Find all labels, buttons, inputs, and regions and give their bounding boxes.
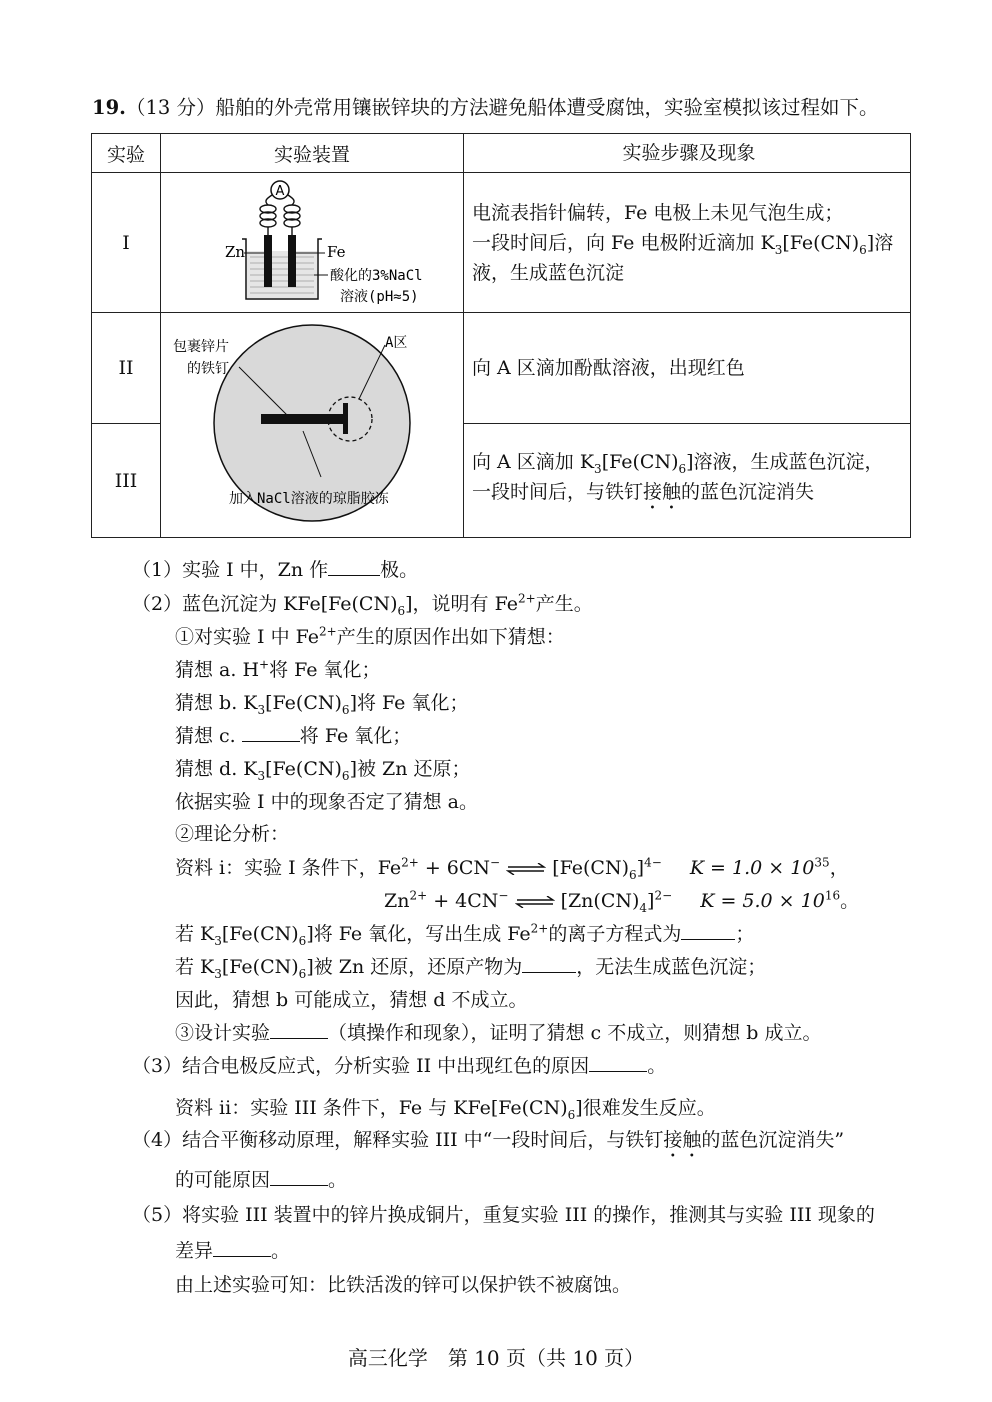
table-header-row [92,134,911,173]
answer-blank[interactable] [589,1051,647,1072]
question-text: 船舶的外壳常用镶嵌锌块的方法避免船体遭受腐蚀，实验室模拟该过程如下。 [215,96,879,119]
zone-a-label: A区 [385,335,408,351]
part-5-cont: 差异 。 [175,1236,290,1266]
steps-2-line1: 向 A 区滴加酚酞溶液，出现红色 [472,357,745,379]
fe-label: Fe [327,242,346,261]
table-row [92,313,911,424]
header-experiment: 实验 [92,134,161,173]
steps-cell-1 [464,173,911,313]
header-device: 实验装置 [161,134,464,173]
part-2: （2）蓝色沉淀为 $KFe[Fe(CN)_6]$，说明有 $Fe^{2+}$产生。 [132,591,593,618]
galvanic-cell-diagram [182,177,442,309]
part-2-2: ②理论分析： [175,823,290,845]
steps-1-line1: 电流表指针偏转，Fe 电极上未见气泡生成； [472,201,844,224]
ammeter-label: A [275,183,285,199]
therefore-line: 因此，猜想 b 可能成立，猜想 d 不成立。 [175,989,528,1011]
part-1: （1）实验 I 中，Zn 作 极。 [132,555,418,585]
steps-1-line3: 液，生成蓝色沉淀 [472,261,625,284]
guess-a: 猜想 a. H+将 Fe 氧化； [175,657,381,681]
steps-1-line2: 一段时间后，向 Fe 电极附近滴加 $K_3[Fe(CN)_6]$溶 [472,231,894,257]
if-reduce: 若 $K_3[Fe(CN)_6]$被 Zn 还原，还原产物为 ，无法生成蓝色沉淀； [175,952,766,982]
guess-d: 猜想 d. $K_3[Fe(CN)_6]$被 Zn 还原； [175,758,471,783]
steps-3-line2: 一段时间后，与铁钉接触的蓝色沉淀消失 [472,481,815,503]
zn-label: Zn [225,242,246,261]
part-2-1: ①对实验 I 中 $Fe^{2+}$产生的原因作出如下猜想： [175,624,565,648]
solution-label-2: 溶液(pH≈5) [340,288,419,305]
data-i-eq1: 资料 i：实验 I 条件下，$Fe^{2+} + 6CN^-$ $[Fe(CN)_6]^{4-}$ $K = 1.0 \times 10^{35}$， [175,855,849,882]
agar-petri-diagram [167,317,457,533]
question-score: （13 分） [125,96,216,119]
gel-label: 加入NaCl溶液的琼脂胶冻 [229,491,389,507]
nail-label-1: 包裹锌片 [173,339,229,355]
steps-cell-2 [464,313,911,424]
page-footer: 高三化学 第 10 页（共 10 页） [347,1346,645,1370]
data-i-eq2: $Zn^{2+} + 4CN^-$ $[Zn(CN)_4]^{2-}$ $K = 5.0 \times 10^{16}$。 [384,888,860,915]
header-steps: 实验步骤及现象 [464,134,911,173]
part-3: （3）结合电极反应式，分析实验 II 中出现红色的原因 。 [132,1051,666,1081]
if-oxidize: 若 $K_3[Fe(CN)_6]$将 Fe 氧化，写出生成 $Fe^{2+}$的离子方程式为 ； [175,919,754,949]
answer-blank[interactable] [328,555,380,576]
question-number: 19. [92,96,126,119]
device-cell-1 [161,173,464,313]
device-cell-2 [161,313,464,538]
question-stem [92,92,932,120]
data-ii: 资料 ii：实验 III 条件下，Fe 与 $KFe[Fe(CN)_6]$很难发生反应。 [175,1097,716,1122]
guess-b: 猜想 b. $K_3[Fe(CN)_6]$将 Fe 氧化； [175,692,469,717]
conclusion: 由上述实验可知：比铁活泼的锌可以保护铁不被腐蚀。 [175,1274,632,1296]
answer-blank[interactable] [242,721,300,742]
part-4: （4）结合平衡移动原理，解释实验 III 中“一段时间后，与铁钉接触的蓝色沉淀消失” [132,1129,845,1151]
answer-blank[interactable] [213,1236,271,1257]
answer-blank[interactable] [681,919,735,940]
answer-blank[interactable] [522,952,576,973]
row-id: I [92,173,161,313]
solution-label-1: 酸化的3%NaCl [330,267,423,284]
row-id: II [92,313,161,424]
part-2-3: ③设计实验 （填操作和现象），证明了猜想 c 不成立，则猜想 b 成立。 [175,1018,821,1048]
steps-cell-3 [464,424,911,538]
table-row [92,173,911,313]
row-id: III [92,424,161,538]
answer-blank[interactable] [270,1165,328,1186]
deny-guess: 依据实验 I 中的现象否定了猜想 a。 [175,791,478,813]
steps-3-line1: 向 A 区滴加 $K_3[Fe(CN)_6]$溶液，生成蓝色沉淀， [472,451,884,476]
answer-blank[interactable] [270,1018,328,1039]
nail-label-2: 的铁钉 [187,361,229,377]
equilibrium-arrow-icon [506,863,546,875]
guess-c: 猜想 c. 将 Fe 氧化； [175,721,411,751]
part-5: （5）将实验 III 装置中的锌片换成铜片，重复实验 III 的操作，推测其与实验 III 现象的 [132,1204,875,1226]
experiment-table [91,133,911,538]
part-4-cont: 的可能原因 。 [175,1165,347,1195]
equilibrium-arrow-icon [515,896,555,908]
